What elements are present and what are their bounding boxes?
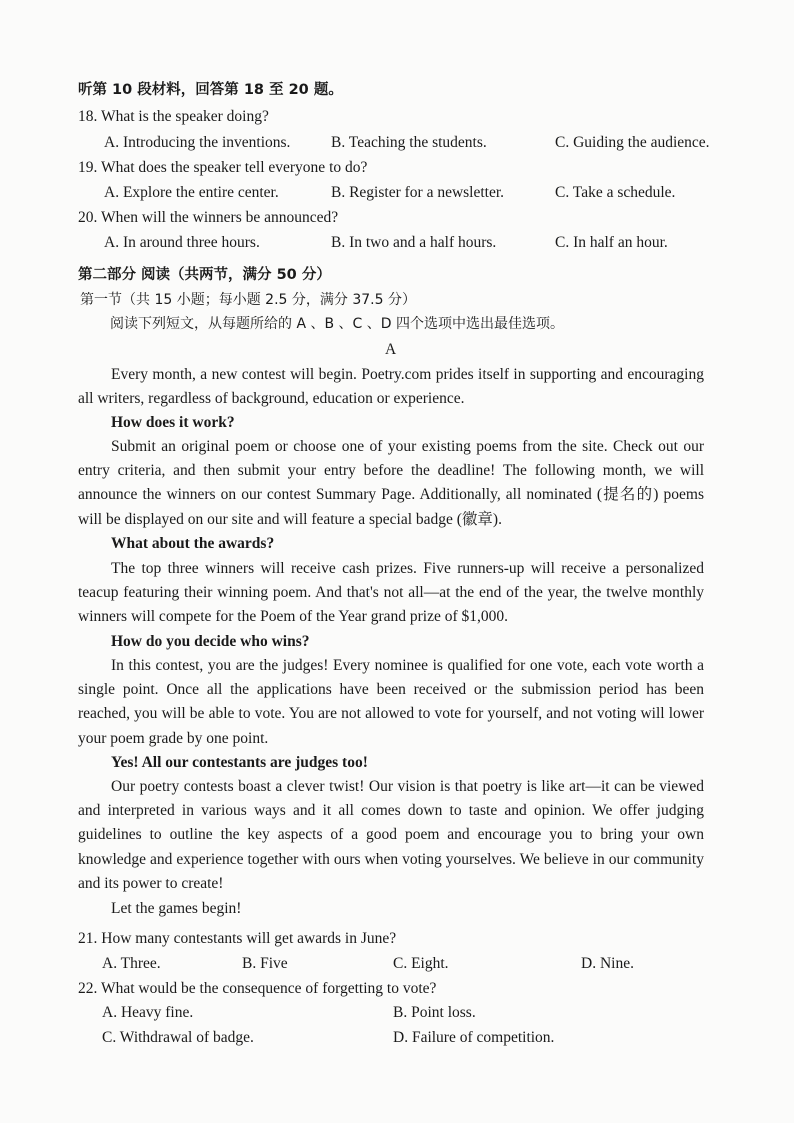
- question-19-option-a: A. Explore the entire center.: [104, 184, 279, 201]
- question-22-stem: 22. What would be the consequence of forgetting to vote?: [78, 980, 437, 997]
- passage-paragraph-2-text: Submit an original poem or choose one of your existing poems from the site. Check out our entry criteria, and then submit your entry before the deadline! The following month, we will announce the winners on our contest Summary Page. Additionally, all nominated (提名的) poems will be displayed on our site and will feature a special badge (徽章).: [78, 438, 704, 528]
- passage-heading-4: Yes! All our contestants are judges too!: [111, 754, 368, 771]
- question-19-option-b: B. Register for a newsletter.: [331, 184, 505, 201]
- passage-paragraph-5: [78, 775, 704, 896]
- passage-paragraph-3-text: The top three winners will receive cash prizes. Five runners-up will receive a personalized teacup featuring their winning poem. And that's not all—at the end of the year, the twelve monthly winners will compete for the Poem of the Year grand prize of $1,000.: [78, 560, 704, 626]
- question-19-stem: 19. What does the speaker tell everyone to do?: [78, 159, 368, 176]
- question-22-option-d: D. Failure of competition.: [393, 1029, 555, 1046]
- question-18-option-a: A. Introducing the inventions.: [104, 134, 291, 151]
- question-20-option-a: A. In around three hours.: [104, 234, 260, 251]
- passage-heading-1: How does it work?: [111, 414, 235, 431]
- question-18-option-b: B. Teaching the students.: [331, 134, 487, 151]
- question-19-option-c: C. Take a schedule.: [555, 184, 676, 201]
- passage-paragraph-4: [78, 654, 704, 751]
- question-21-option-a: A. Three.: [102, 955, 161, 972]
- question-18-stem: 18. What is the speaker doing?: [78, 108, 269, 125]
- question-21-option-c: C. Eight.: [393, 955, 449, 972]
- passage-heading-3: How do you decide who wins?: [111, 633, 310, 650]
- question-22-option-a: A. Heavy fine.: [102, 1004, 194, 1021]
- listening-intro: 听第 10 段材料，回答第 18 至 20 题。: [78, 82, 343, 98]
- question-21-option-d: D. Nine.: [581, 955, 634, 972]
- passage-heading-2: What about the awards?: [111, 535, 275, 552]
- question-21-stem: 21. How many contestants will get awards in June?: [78, 930, 397, 947]
- passage-paragraph-3: [78, 557, 704, 630]
- reading-instruction: 阅读下列短文，从每题所给的 A 、B 、C 、D 四个选项中选出最佳选项。: [110, 316, 564, 332]
- reading-part-title: 第二部分 阅读（共两节，满分 50 分）: [78, 267, 331, 283]
- passage-paragraph-1: [78, 363, 704, 411]
- passage-paragraph-1-text: Every month, a new contest will begin. Poetry.com prides itself in supporting and encouraging all writers, regardless of background, education or experience.: [78, 366, 704, 408]
- passage-paragraph-4-text: In this contest, you are the judges! Every nominee is qualified for one vote, each vote worth a single point. Once all the applications have been received or the submission period has been reached, you will be able to vote. You are not allowed to vote for yourself, and not voting will lower your poem grade by one point.: [78, 657, 704, 747]
- question-20-stem: 20. When will the winners be announced?: [78, 209, 339, 226]
- reading-section-title: 第一节（共 15 小题；每小题 2.5 分，满分 37.5 分）: [80, 292, 416, 308]
- passage-paragraph-2: [78, 435, 704, 532]
- question-21-option-b: B. Five: [242, 955, 288, 972]
- question-18-option-c: C. Guiding the audience.: [555, 134, 710, 151]
- passage-paragraph-6: Let the games begin!: [111, 900, 242, 917]
- passage-paragraph-5-text: Our poetry contests boast a clever twist! Our vision is that poetry is like art—it can be viewed and interpreted in various ways and it all comes down to taste and opinion. We offer judging guidelines to outline the key aspects of a good poem and encourage you to bring your own knowledge and experience together with ours when voting yourselves. We believe in our community and its power to create!: [78, 778, 704, 892]
- passage-label: A: [385, 341, 397, 358]
- question-22-option-b: B. Point loss.: [393, 1004, 476, 1021]
- question-20-option-c: C. In half an hour.: [555, 234, 668, 251]
- question-20-option-b: B. In two and a half hours.: [331, 234, 497, 251]
- question-22-option-c: C. Withdrawal of badge.: [102, 1029, 254, 1046]
